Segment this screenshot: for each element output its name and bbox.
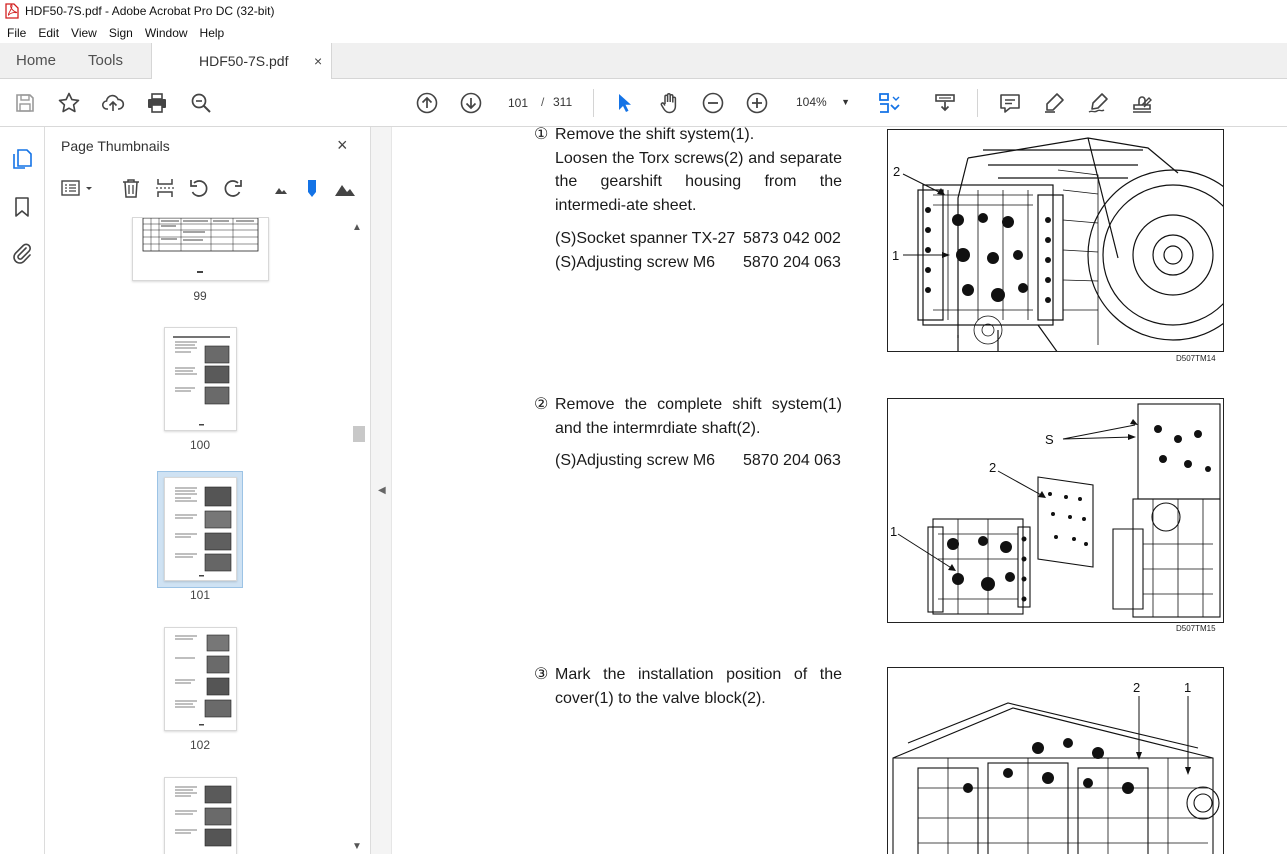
thumbnail-page-current[interactable]: [164, 477, 237, 581]
page-number-input[interactable]: 101: [498, 91, 538, 113]
page-down-icon[interactable]: [459, 91, 483, 115]
document-view[interactable]: [392, 127, 1287, 854]
callout-label: 1: [1184, 680, 1192, 695]
chevron-down-icon: ▼: [841, 97, 850, 107]
tool-name: (S)Socket spanner TX-27: [555, 230, 736, 247]
hand-icon[interactable]: [657, 91, 681, 115]
page-separator: /: [541, 95, 545, 109]
thumbnail-size-slider-icon[interactable]: [301, 177, 323, 199]
search-zoom-icon[interactable]: [189, 91, 213, 115]
panel-title: Page Thumbnails: [61, 138, 170, 154]
total-pages: 311: [553, 95, 573, 109]
zoom-in-icon[interactable]: [745, 91, 769, 115]
thumbnail-page[interactable]: [164, 627, 237, 731]
thumbnail-label: 101: [189, 588, 211, 602]
callout-label: 2: [893, 164, 901, 179]
tool-spec: [555, 254, 855, 276]
thumbnail-list[interactable]: [45, 217, 370, 854]
tool-code: 5870 204 063: [743, 452, 841, 469]
thumbnail-large-icon[interactable]: [334, 177, 356, 199]
step-1: [534, 127, 854, 223]
transmission-drawing: [888, 130, 1224, 352]
callout-label: 2: [1133, 680, 1141, 695]
menu-edit[interactable]: Edit: [38, 25, 60, 40]
save-icon[interactable]: [13, 91, 37, 115]
title-bar: [0, 0, 1287, 22]
star-icon[interactable]: [57, 91, 81, 115]
tool-spec: [555, 230, 855, 252]
thumbnail-small-icon[interactable]: [270, 177, 292, 199]
figure-caption: D507TM14: [1176, 354, 1216, 363]
attachment-icon[interactable]: [10, 241, 34, 265]
select-arrow-icon[interactable]: [613, 91, 637, 115]
thumbnail-label: 102: [189, 738, 211, 752]
acrobat-app-icon: [5, 3, 19, 19]
stamp-icon[interactable]: [1130, 91, 1154, 115]
rotate-clockwise-icon[interactable]: [222, 177, 244, 199]
menu-bar: [0, 22, 1287, 43]
zoom-out-icon[interactable]: [701, 91, 725, 115]
collapse-panel-icon[interactable]: ◀: [378, 485, 386, 496]
rotate-counterclockwise-icon[interactable]: [188, 177, 210, 199]
step-text: [555, 663, 842, 710]
thumbnail-toolbar: [45, 167, 370, 207]
thumbnail-label: 100: [189, 438, 211, 452]
tab-bar: [0, 43, 1287, 79]
menu-view[interactable]: View: [71, 25, 97, 40]
window-title: HDF50-7S.pdf - Adobe Acrobat Pro DC (32-bit): [25, 4, 275, 18]
delete-page-icon[interactable]: [120, 177, 142, 199]
fit-page-icon[interactable]: [877, 91, 901, 115]
tab-tools[interactable]: Tools: [88, 52, 124, 69]
tool-name: (S)Adjusting screw M6: [555, 452, 716, 469]
valve-block-drawing: [888, 668, 1224, 854]
scroll-down-icon[interactable]: ▼: [352, 841, 362, 852]
page-preview-icon: [165, 478, 238, 582]
thumbnail-page[interactable]: [132, 217, 269, 281]
callout-label: S: [1045, 432, 1054, 447]
figure-caption: D507TM15: [1176, 624, 1216, 633]
menu-sign[interactable]: Sign: [108, 25, 133, 40]
zoom-level-value: 104%: [796, 95, 827, 109]
toolbar-divider: [977, 89, 978, 117]
step-line: Mark the installation position of the cover(1) to the valve block(2).: [555, 666, 842, 707]
thumbnail-page[interactable]: [164, 777, 237, 854]
step-line: Remove the shift system(1).: [555, 127, 755, 143]
sign-icon[interactable]: [1086, 91, 1110, 115]
panel-splitter[interactable]: [370, 127, 392, 854]
thumbnail-options-icon[interactable]: [61, 177, 95, 199]
thumbnail-label: 99: [193, 289, 207, 303]
bookmark-icon[interactable]: [10, 195, 34, 219]
menu-file[interactable]: File: [7, 25, 27, 40]
thumbnail-scrollbar[interactable]: [350, 220, 365, 854]
document-tab-title: HDF50-7S.pdf: [199, 53, 289, 69]
figure-shift-system-removal: [887, 398, 1224, 623]
highlight-icon[interactable]: [1042, 91, 1066, 115]
step-line: Loosen the Torx screws(2) and separate the gearshift housing from the intermedi-ate sheet.: [555, 149, 842, 214]
page-preview-icon: [133, 218, 270, 282]
step-line: Remove the complete shift system(1) and the intermrdiate shaft(2).: [555, 396, 842, 437]
scrollbar-handle[interactable]: [353, 426, 365, 442]
page-thumbnails-icon[interactable]: [10, 147, 34, 171]
thumbnail-panel: [45, 127, 370, 854]
tool-code: 5870 204 063: [743, 254, 841, 271]
step-number: ②: [534, 396, 549, 413]
step-2: [534, 393, 854, 443]
thumbnail-page[interactable]: [164, 327, 237, 431]
left-rail: [0, 127, 45, 854]
page-preview-icon: [165, 628, 238, 732]
menu-help[interactable]: Help: [199, 25, 225, 40]
page-preview-icon: [165, 328, 238, 432]
figure-valve-block-cover: [887, 667, 1224, 854]
print-icon[interactable]: [145, 91, 169, 115]
main-toolbar: [0, 79, 1287, 127]
scroll-mode-icon[interactable]: [933, 91, 957, 115]
step-3: [534, 663, 854, 713]
step-text: [555, 127, 842, 217]
shift-system-exploded-drawing: [888, 399, 1224, 623]
tab-home[interactable]: Home: [16, 52, 57, 69]
callout-label: 1: [890, 524, 898, 539]
upload-icon[interactable]: [101, 91, 125, 115]
tool-spec: [555, 452, 855, 474]
menu-window[interactable]: Window: [144, 25, 188, 40]
tool-code: 5873 042 002: [743, 230, 841, 247]
zoom-level-dropdown[interactable]: [786, 91, 856, 113]
page-preview-icon: [165, 778, 238, 854]
comment-icon[interactable]: [998, 91, 1022, 115]
toolbar-divider: [593, 89, 594, 117]
page-up-icon[interactable]: [415, 91, 439, 115]
tab-document[interactable]: [151, 43, 332, 80]
step-number: ③: [534, 666, 549, 683]
extract-page-icon[interactable]: [154, 177, 176, 199]
step-number: ①: [534, 127, 549, 143]
close-tab-icon[interactable]: ×: [314, 53, 323, 69]
scroll-up-icon[interactable]: ▲: [352, 222, 362, 233]
figure-transmission-shift-system: [887, 129, 1224, 352]
callout-label: 1: [892, 248, 900, 263]
step-text: [555, 393, 842, 440]
tool-name: (S)Adjusting screw M6: [555, 254, 716, 271]
close-panel-icon[interactable]: ×: [337, 135, 348, 155]
callout-label: 2: [989, 460, 997, 475]
